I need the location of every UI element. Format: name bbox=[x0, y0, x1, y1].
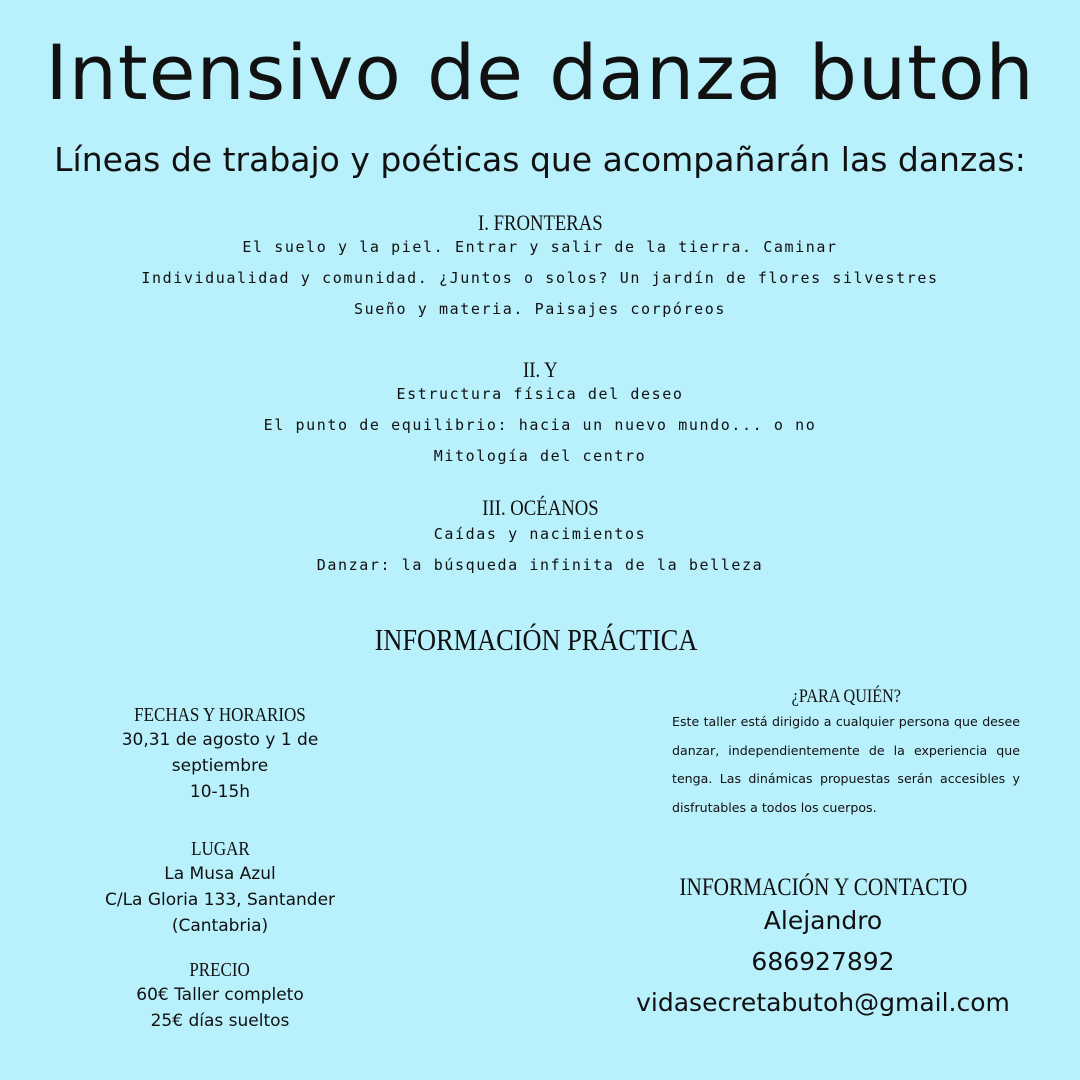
contact-block bbox=[630, 874, 1016, 1023]
section-line: Danzar: la búsqueda infinita de la belleza bbox=[316, 556, 764, 574]
section-y bbox=[0, 357, 1080, 472]
section-line: Sueño y materia. Paisajes corpóreos bbox=[353, 300, 727, 318]
lugar-block bbox=[100, 838, 340, 939]
para-quien-text: Este taller está dirigido a cualquier persona que desee danzar, independientemente de la experiencia que tenga. Las dinámicas propuestas serán accesibles y disfrutables a todos los cuerpos. bbox=[672, 714, 1020, 815]
practical-info-title: INFORMACIÓN PRÁCTICA bbox=[374, 622, 698, 657]
lugar-line: (Cantabria) bbox=[171, 916, 269, 936]
fechas-line: septiembre bbox=[171, 756, 269, 776]
section-line: El suelo y la piel. Entrar y salir de la tierra. Caminar bbox=[242, 238, 838, 256]
precio-heading: PRECIO bbox=[189, 959, 251, 981]
section-fronteras bbox=[0, 210, 1080, 325]
fechas-line: 10-15h bbox=[189, 782, 251, 802]
lugar-heading: LUGAR bbox=[190, 838, 250, 860]
para-quien-heading: ¿PARA QUIÉN? bbox=[791, 686, 901, 707]
contact-email[interactable]: vidasecretabutoh@gmail.com bbox=[636, 988, 1010, 1017]
lugar-line: C/La Gloria 133, Santander bbox=[104, 890, 336, 910]
fechas-block bbox=[100, 704, 340, 805]
section-heading: II. Y bbox=[522, 357, 558, 382]
contact-phone[interactable]: 686927892 bbox=[751, 947, 895, 976]
precio-line: 60€ Taller completo bbox=[136, 985, 304, 1005]
poster-subtitle: Líneas de trabajo y poéticas que acompañarán las danzas: bbox=[54, 140, 1026, 179]
section-heading: I. FRONTERAS bbox=[477, 210, 603, 235]
section-line: Estructura física del deseo bbox=[396, 385, 684, 403]
precio-line: 25€ días sueltos bbox=[150, 1011, 290, 1031]
section-line: El punto de equilibrio: hacia un nuevo mundo... o no bbox=[263, 416, 817, 434]
contact-heading: INFORMACIÓN Y CONTACTO bbox=[679, 874, 967, 901]
section-heading: III. OCÉANOS bbox=[481, 495, 599, 520]
section-line: Caídas y nacimientos bbox=[433, 525, 647, 543]
fechas-line: 30,31 de agosto y 1 de bbox=[121, 730, 319, 750]
section-line: Individualidad y comunidad. ¿Juntos o solos? Un jardín de flores silvestres bbox=[141, 269, 939, 287]
section-oceanos bbox=[0, 495, 1080, 581]
poster-title: Intensivo de danza butoh bbox=[45, 28, 1035, 117]
contact-name: Alejandro bbox=[763, 906, 883, 935]
section-line: Mitología del centro bbox=[433, 447, 647, 465]
para-quien-block bbox=[672, 686, 1020, 822]
precio-block bbox=[100, 959, 340, 1034]
fechas-heading: FECHAS Y HORARIOS bbox=[134, 704, 306, 726]
lugar-line: La Musa Azul bbox=[164, 864, 276, 884]
